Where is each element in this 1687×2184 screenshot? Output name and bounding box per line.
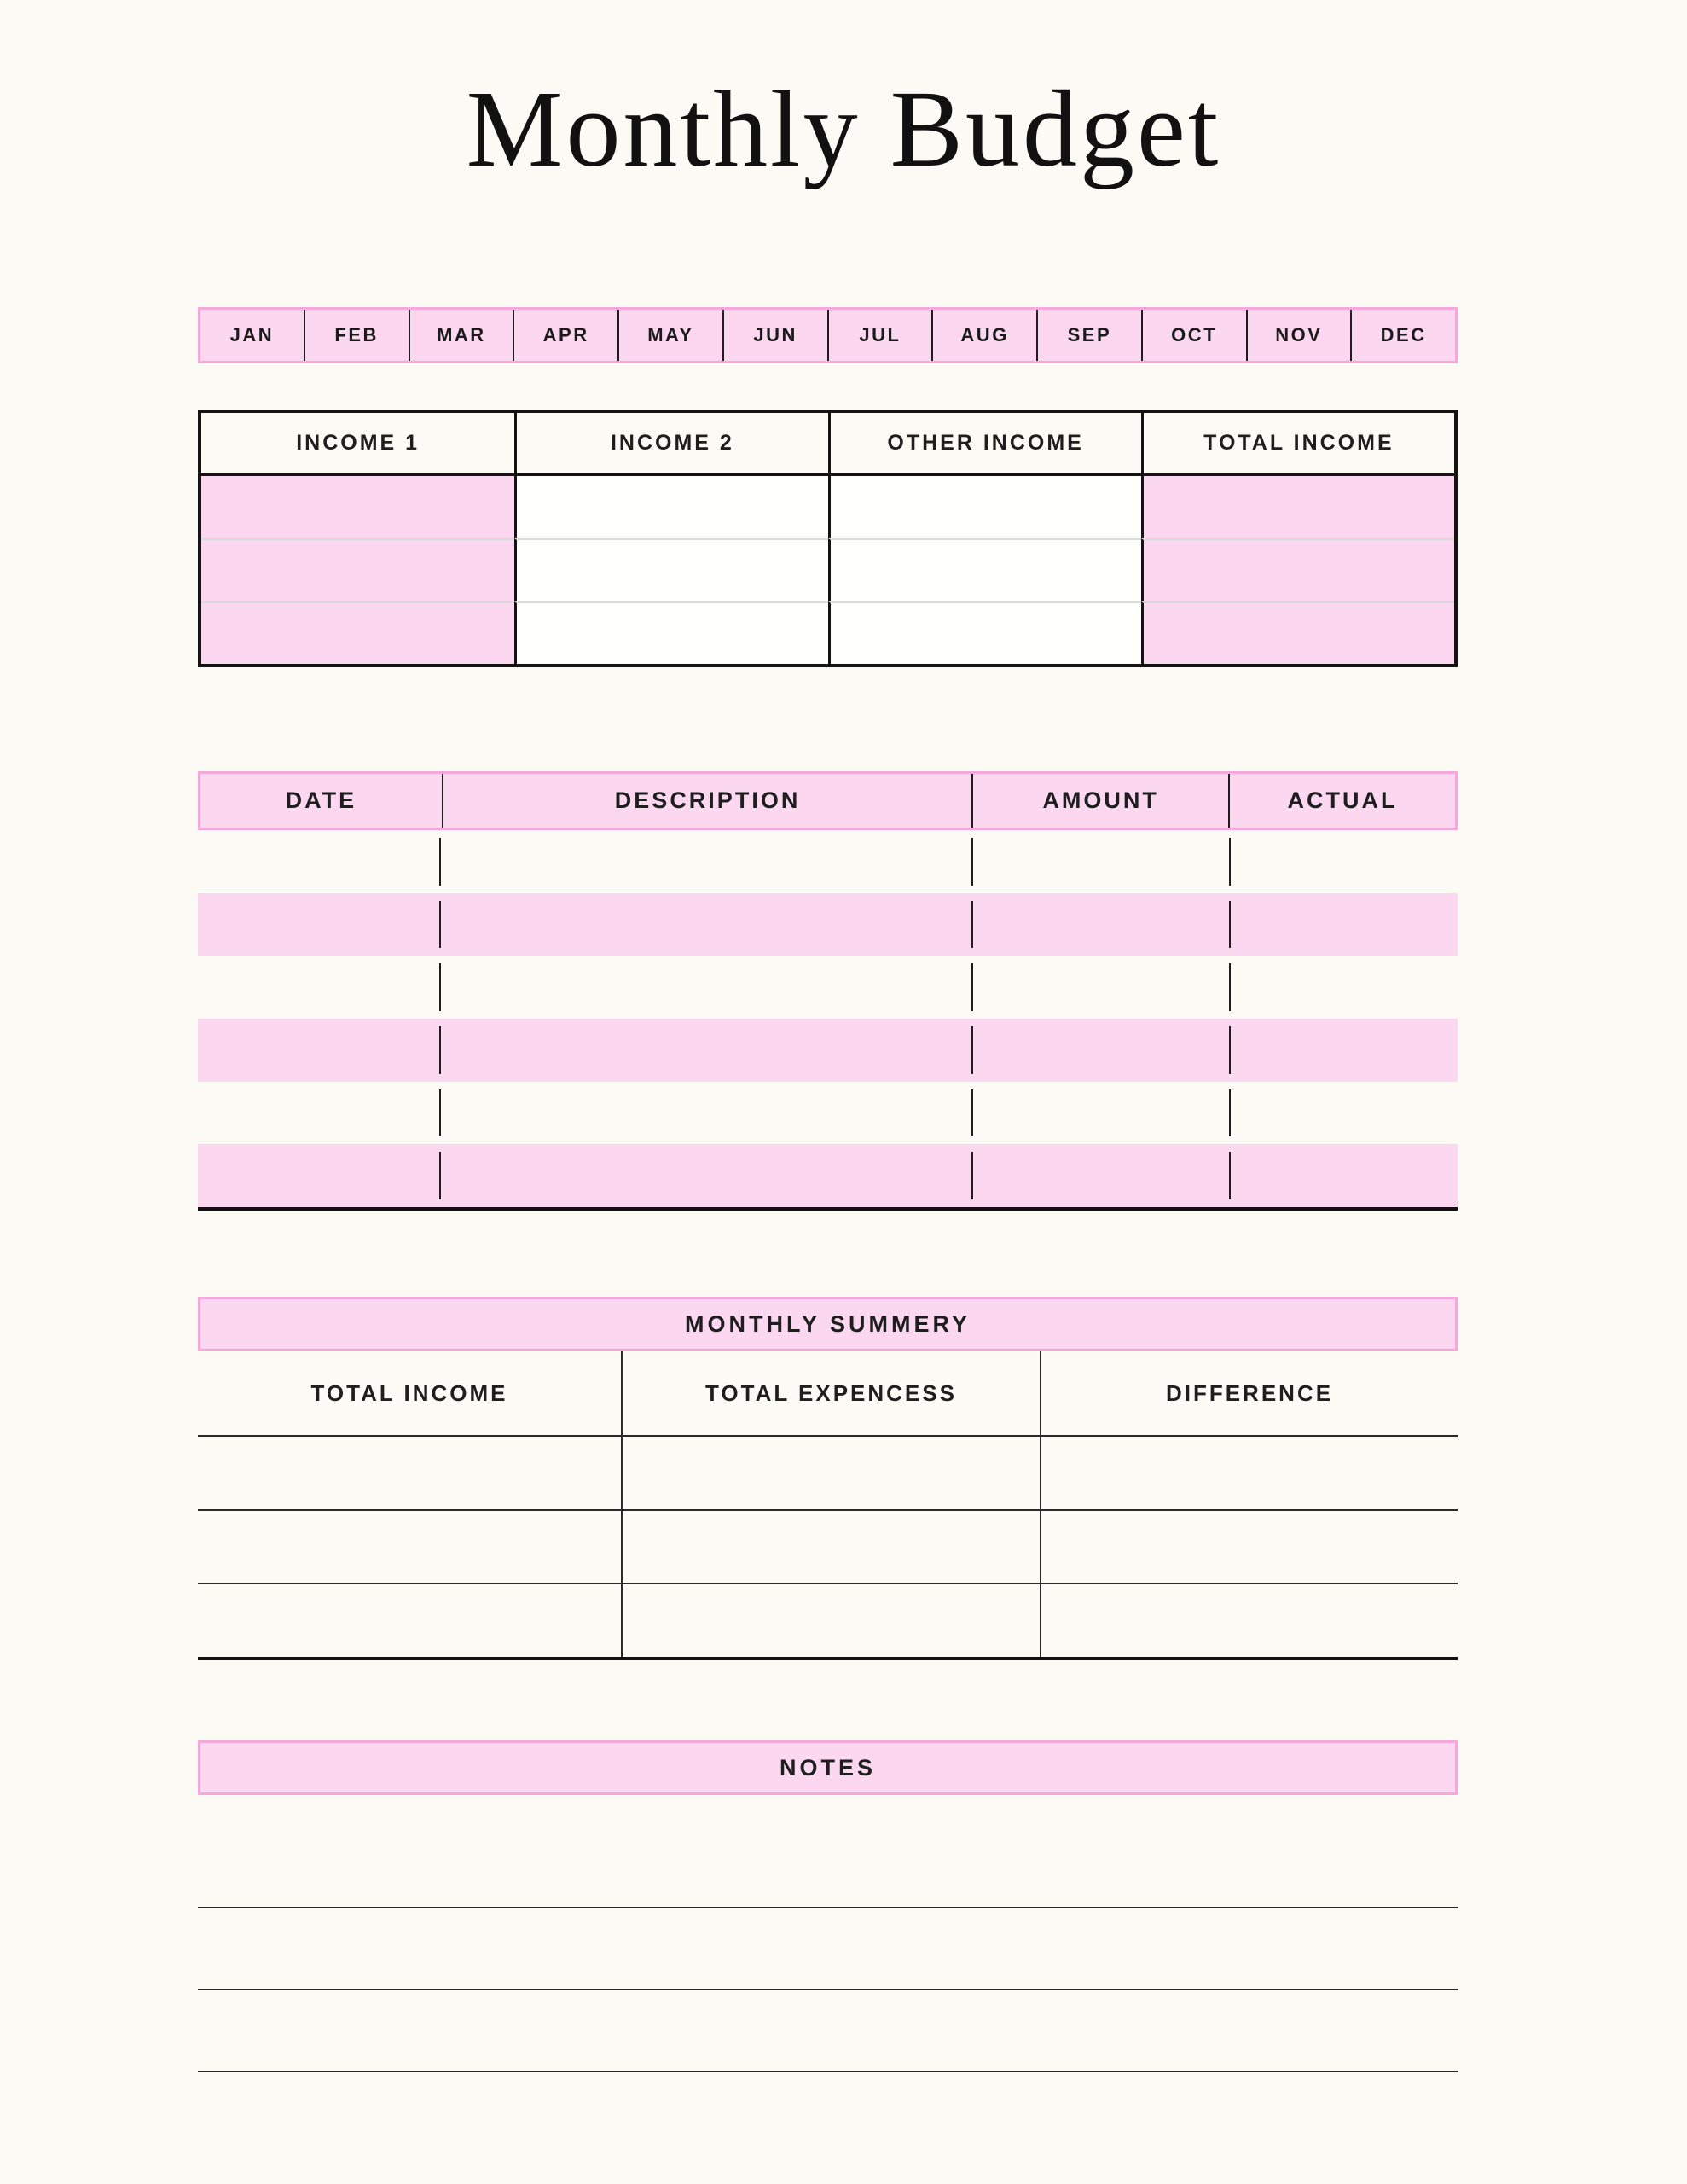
income-cell-r2c3[interactable] [828, 538, 1141, 601]
month-tab-nov[interactable]: NOV [1246, 310, 1351, 361]
income1-header: INCOME 1 [201, 413, 514, 476]
income-cell-r3c1[interactable] [201, 601, 514, 664]
income-cell-r1c1[interactable] [201, 476, 514, 538]
expense-cell-r5c1[interactable] [198, 1082, 440, 1145]
summary-cell-r2c1[interactable] [198, 1509, 621, 1583]
expense-row-6 [198, 1144, 1458, 1207]
description-header: DESCRIPTION [442, 774, 971, 828]
income-cell-r1c3[interactable] [828, 476, 1141, 538]
expense-cell-r1c3[interactable] [972, 830, 1230, 893]
expense-table-body [198, 830, 1458, 1211]
monthly-summary-title: MONTHLY SUMMERY [684, 1310, 971, 1337]
summary-cell-r2c3[interactable] [1040, 1509, 1458, 1583]
income-cell-r3c3[interactable] [828, 601, 1141, 664]
monthly-summary-header [198, 1297, 1458, 1351]
notes-line-1 [198, 1907, 1458, 1908]
expense-cell-r3c1[interactable] [198, 956, 440, 1019]
expense-cell-r6c3[interactable] [972, 1144, 1230, 1207]
summary-cell-r1c1[interactable] [198, 1435, 621, 1509]
expense-row-5 [198, 1082, 1458, 1145]
month-tab-oct[interactable]: OCT [1141, 310, 1246, 361]
month-tab-sep[interactable]: SEP [1036, 310, 1141, 361]
expense-cell-r4c2[interactable] [440, 1019, 972, 1082]
expense-cell-r1c1[interactable] [198, 830, 440, 893]
summary-cell-r2c2[interactable] [621, 1509, 1040, 1583]
summary-cell-r3c3[interactable] [1040, 1583, 1458, 1657]
income-cell-r2c4[interactable] [1141, 538, 1454, 601]
month-selector-bar [198, 307, 1458, 363]
expense-cell-r3c2[interactable] [440, 956, 972, 1019]
expense-cell-r2c2[interactable] [440, 893, 972, 956]
page-title: Monthly Budget [466, 68, 1221, 189]
date-header: DATE [285, 787, 357, 813]
notes-area [198, 1795, 1458, 2085]
expense-table-header [198, 771, 1458, 830]
monthly-summary-table [198, 1351, 1458, 1660]
expense-cell-r4c3[interactable] [972, 1019, 1230, 1082]
month-tab-feb[interactable]: FEB [304, 310, 409, 361]
notes-line-3 [198, 2071, 1458, 2072]
summary-cell-r3c1[interactable] [198, 1583, 621, 1657]
summary-cell-r3c2[interactable] [621, 1583, 1040, 1657]
income-cell-r2c1[interactable] [201, 538, 514, 601]
expense-row-1 [198, 830, 1458, 893]
income-cell-r3c2[interactable] [514, 601, 827, 664]
month-tab-jul[interactable]: JUL [827, 310, 932, 361]
amount-header: AMOUNT [971, 774, 1228, 828]
month-tab-apr[interactable]: APR [513, 310, 617, 361]
income-cell-r2c2[interactable] [514, 538, 827, 601]
expense-cell-r4c1[interactable] [198, 1019, 440, 1082]
notes-line-2 [198, 1989, 1458, 1990]
expense-cell-r6c2[interactable] [440, 1144, 972, 1207]
notes-header [198, 1740, 1458, 1795]
expense-row-4 [198, 1019, 1458, 1082]
expense-cell-r5c4[interactable] [1230, 1082, 1458, 1145]
summary-difference-header: DIFFERENCE [1040, 1351, 1458, 1435]
expense-cell-r3c3[interactable] [972, 956, 1230, 1019]
total-income-header: TOTAL INCOME [1141, 413, 1454, 476]
expense-row-2 [198, 893, 1458, 956]
expense-cell-r6c4[interactable] [1230, 1144, 1458, 1207]
income-cell-r1c2[interactable] [514, 476, 827, 538]
month-tab-aug[interactable]: AUG [931, 310, 1036, 361]
expense-cell-r1c2[interactable] [440, 830, 972, 893]
month-tab-jan[interactable]: JAN [229, 324, 275, 346]
summary-total-income-header: TOTAL INCOME [310, 1380, 508, 1406]
month-tab-dec[interactable]: DEC [1350, 310, 1455, 361]
income2-header: INCOME 2 [514, 413, 827, 476]
income-cell-r3c4[interactable] [1141, 601, 1454, 664]
expense-row-3 [198, 956, 1458, 1019]
expense-cell-r2c4[interactable] [1230, 893, 1458, 956]
summary-cell-r1c3[interactable] [1040, 1435, 1458, 1509]
month-tab-jun[interactable]: JUN [722, 310, 827, 361]
expense-cell-r5c3[interactable] [972, 1082, 1230, 1145]
notes-title: NOTES [779, 1754, 876, 1780]
summary-cell-r1c2[interactable] [621, 1435, 1040, 1509]
expense-cell-r2c3[interactable] [972, 893, 1230, 956]
expense-cell-r6c1[interactable] [198, 1144, 440, 1207]
expense-cell-r3c4[interactable] [1230, 956, 1458, 1019]
expense-cell-r4c4[interactable] [1230, 1019, 1458, 1082]
month-tab-mar[interactable]: MAR [409, 310, 513, 361]
summary-total-expenses-header: TOTAL EXPENCESS [621, 1351, 1040, 1435]
expense-cell-r5c2[interactable] [440, 1082, 972, 1145]
income-table [198, 410, 1458, 667]
expense-cell-r1c4[interactable] [1230, 830, 1458, 893]
other-income-header: OTHER INCOME [828, 413, 1141, 476]
actual-header: ACTUAL [1228, 774, 1455, 828]
expense-cell-r2c1[interactable] [198, 893, 440, 956]
income-cell-r1c4[interactable] [1141, 476, 1454, 538]
month-tab-may[interactable]: MAY [617, 310, 722, 361]
